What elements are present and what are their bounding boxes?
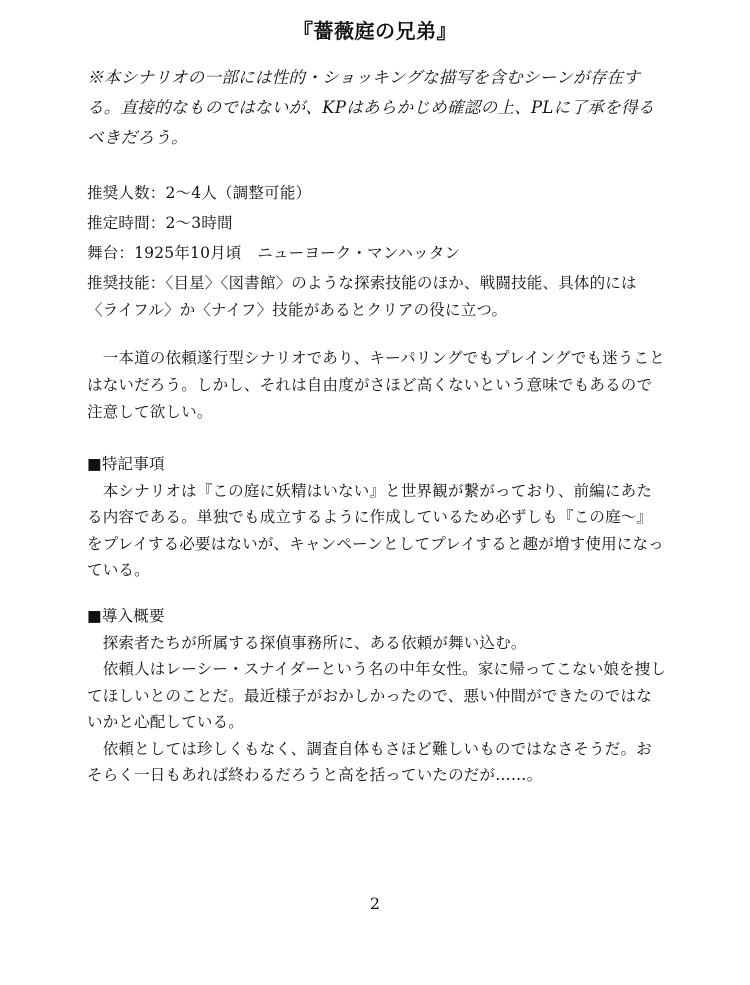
- intro-paragraph: 依頼人はレーシー・スナイダーという名の中年女性。家に帰ってこない娘を捜してほしいとのことだ。最近様子がおかしかったので、悪い仲間ができたのではないかと心配している。: [87, 660, 667, 731]
- notes-body: 本シナリオは『この庭に妖精はいない』と世界観が繋がっており、前編にあたる内容である。単独でも成立するように作成しているため必ずしも『この庭〜』をプレイする必要はないが、キャンペーンとしてプレイすると趣が増す使用になっている。: [87, 481, 664, 579]
- page-number: 2: [369, 894, 381, 913]
- notes-heading: ■特記事項: [87, 455, 165, 473]
- intro-paragraph: 探索者たちが所属する探偵事務所に、ある依頼が舞い込む。: [87, 633, 527, 652]
- content-warning: [87, 63, 667, 153]
- intro-heading: ■導入概要: [87, 607, 165, 625]
- warning-text: ※本シナリオの一部には性的・ショッキングな描写を含むシーンが存在する。直接的なものではないが、KPはあらかじめ確認の上、PLに了承を得るべきだろう。: [87, 68, 655, 147]
- summary-text: 一本道の依頼遂行型シナリオであり、キーパリングでもプレイングでも迷うことはないだろう。しかし、それは自由度がさほど高くないという意味でもあるので注意して欲しい。: [87, 349, 665, 421]
- scenario-info: [87, 178, 667, 324]
- info-skills: 推奨技能：〈目星〉〈図書館〉のような探索技能のほか、戦闘技能、具体的には〈ライフル〉か〈ナイフ〉技能があるとクリアの役に立つ。: [87, 274, 637, 319]
- info-players: 推奨人数：2〜4人（調整可能）: [87, 184, 312, 202]
- info-setting: 舞台：1925年10月頃 ニューヨーク・マンハッタン: [87, 244, 461, 262]
- scenario-summary: [87, 345, 667, 426]
- section-intro: [87, 603, 667, 789]
- info-time: 推定時間：2〜3時間: [87, 214, 233, 232]
- section-notes: [87, 451, 667, 584]
- document-title: 『薔薇庭の兄弟』: [293, 19, 457, 44]
- intro-paragraph: 依頼としては珍しくもなく、調査自体もさほど難しいものではなさそうだ。おそらく一日もあれば終わるだろうと高を括っていたのだが……。: [87, 739, 652, 784]
